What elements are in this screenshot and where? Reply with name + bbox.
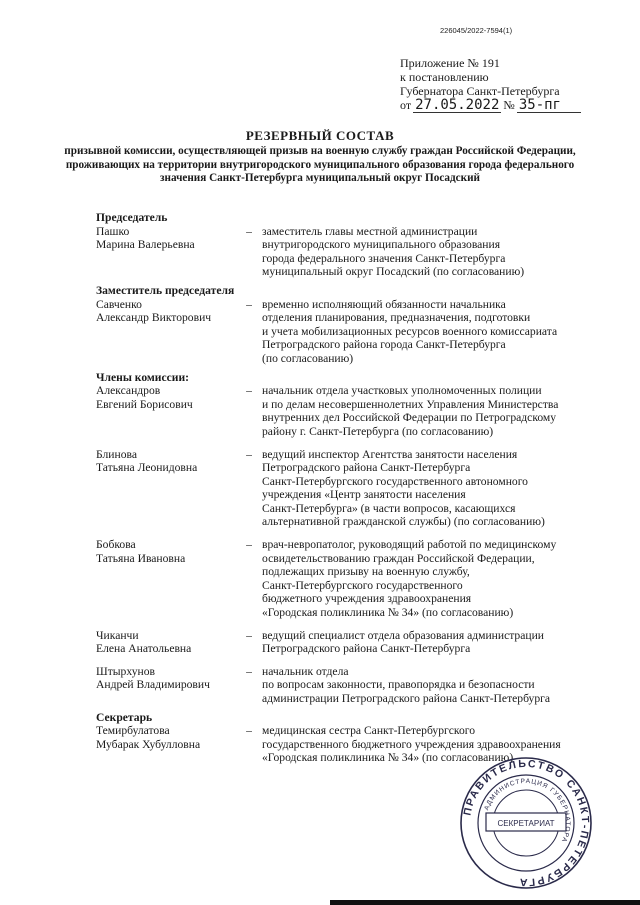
member-name-line: Александр Викторович — [96, 311, 212, 325]
member-position-line: альтернативной гражданской службы) (по согласованию) — [262, 515, 545, 529]
member-position-line: временно исполняющий обязанности начальника — [262, 297, 506, 311]
member-name-line: Евгений Борисович — [96, 397, 193, 411]
member-entry — [96, 298, 616, 366]
member-position-line: начальник отдела — [262, 664, 349, 678]
member-name-line: Чиканчи — [96, 628, 139, 642]
member-position-line: Санкт-Петербургского государственного — [262, 578, 463, 592]
member-position — [262, 298, 616, 366]
annex-block — [400, 56, 581, 113]
member-entry — [96, 384, 616, 438]
section-heading: Заместитель председателя — [96, 283, 235, 297]
member-position-line: города федерального значения Санкт-Петербурга — [262, 251, 506, 265]
dash-separator: – — [246, 724, 252, 738]
stamp-inner-text: АДМИНИСТРАЦИЯ ГУБЕРНАТОРА — [483, 777, 572, 844]
member-position-line: учреждения «Центр занятости населения — [262, 488, 466, 502]
member-name — [96, 384, 236, 438]
member-entry — [96, 538, 616, 620]
document-title: РЕЗЕРВНЫЙ СОСТАВ — [245, 128, 395, 143]
dash-separator: – — [246, 297, 252, 311]
dash-separator: – — [246, 447, 252, 461]
member-position — [262, 665, 616, 706]
member-position-line: подлежащих призыву на военную службу, — [262, 565, 470, 579]
member-position — [262, 448, 616, 530]
member-position — [262, 225, 616, 279]
member-position-line: и учета мобилизационных ресурсов военного комиссариата — [262, 324, 558, 338]
dash-separator: – — [246, 384, 252, 398]
annex-from: от — [400, 98, 412, 112]
member-name-line: Блинова — [96, 447, 137, 461]
member-position-line: району г. Санкт-Петербурга (по согласованию) — [262, 424, 494, 438]
dash-separator: – — [246, 628, 252, 642]
member-name — [96, 448, 236, 530]
member-position-line: по вопросам законности, правопорядка и безопасности — [262, 678, 535, 692]
member-name — [96, 225, 236, 279]
member-name — [96, 298, 236, 366]
member-name-line: Андрей Владимирович — [96, 678, 210, 692]
section-heading: Члены комиссии: — [96, 370, 189, 384]
member-position-line: (по согласованию) — [262, 351, 354, 365]
member-position — [262, 384, 616, 438]
member-name — [96, 629, 236, 656]
member-position-line: Петроградского района города Санкт-Петербурга — [262, 338, 506, 352]
member-position-line: ведущий инспектор Агентства занятости населения — [262, 447, 518, 461]
section-heading: Секретарь — [96, 710, 153, 724]
annex-num-label: № — [503, 98, 515, 112]
member-position-line: Петроградского района Санкт-Петербурга — [262, 461, 471, 475]
member-name-line: Мубарак Хубулловна — [96, 737, 201, 751]
dash-separator: – — [246, 664, 252, 678]
dash-separator: – — [246, 538, 252, 552]
member-name-line: Татьяна Леонидовна — [96, 461, 198, 475]
member-position — [262, 629, 616, 656]
member-position-line: Санкт-Петербурга» (в части вопросов, касающихся — [262, 501, 516, 515]
dash-separator: – — [246, 224, 252, 238]
member-position-line: внутренних дел Российской Федерации по Петроградскому — [262, 411, 557, 425]
member-name-line: Савченко — [96, 297, 142, 311]
member-entry — [96, 448, 616, 530]
document-number: 226045/2022-7594(1) — [440, 26, 513, 35]
member-position-line: отделения планирования, предназначения, подготовки — [262, 311, 531, 325]
member-entry — [96, 225, 616, 279]
member-position-line: «Городская поликлиника № 34» (по согласованию) — [262, 606, 514, 620]
annex-line-3: Губернатора Санкт-Петербурга — [400, 84, 560, 98]
section-heading: Председатель — [96, 211, 168, 224]
member-position-line: администрации Петроградского района Санкт-Петербурга — [262, 692, 551, 705]
member-position-line: бюджетного учреждения здравоохранения — [262, 592, 472, 606]
annex-date: 27.05.2022 — [415, 97, 500, 113]
member-position-line: Петроградского района Санкт-Петербурга — [262, 642, 471, 656]
commission-sections — [96, 211, 616, 774]
member-name-line: Марина Валерьевна — [96, 238, 195, 252]
member-position-line: начальник отдела участковых уполномоченных полиции — [262, 384, 542, 398]
annex-line-2: к постановлению — [400, 70, 489, 84]
member-position-line: государственного бюджетного учреждения здравоохранения — [262, 737, 561, 751]
member-entry — [96, 629, 616, 656]
stamp-center-text: СЕКРЕТАРИАТ — [497, 819, 555, 828]
member-position-line: медицинская сестра Санкт-Петербургского — [262, 724, 476, 738]
annex-line-1: Приложение № 191 — [400, 56, 500, 70]
member-position-line: «Городская поликлиника № 34» (по согласованию) — [262, 751, 514, 765]
member-position-line: ведущий специалист отдела образования администрации — [262, 628, 544, 642]
member-position-line: Санкт-Петербургского государственного автономного — [262, 474, 528, 488]
member-entry — [96, 665, 616, 706]
member-name-line: Александров — [96, 384, 161, 398]
seal-stamp — [458, 755, 594, 891]
member-position-line: и по делам несовершеннолетних Управления Министерства — [262, 397, 559, 411]
annex-date-line — [400, 98, 581, 113]
stamp-outer-text: ПРАВИТЕЛЬСТВО САНКТ-ПЕТЕРБУРГА — [461, 757, 592, 889]
member-position-line: освидетельствованию граждан Российской Федерации, — [262, 551, 535, 565]
member-name-line: Штырхунов — [96, 664, 155, 678]
member-position — [262, 538, 616, 620]
member-name — [96, 665, 236, 706]
member-position-line: внутригородского муниципального образования — [262, 238, 501, 252]
member-name-line: Темирбулатова — [96, 724, 170, 738]
member-name — [96, 724, 236, 765]
member-position-line: муниципальный округ Посадский (по согласованию) — [262, 265, 525, 279]
member-name — [96, 538, 236, 620]
bottom-rule — [330, 900, 640, 905]
member-name-line: Бобкова — [96, 538, 136, 552]
member-name-line: Татьяна Ивановна — [96, 551, 186, 565]
member-position-line: врач-невропатолог, руководящий работой по медицинскому — [262, 538, 557, 552]
document-subtitle: призывной комиссии, осуществляющей призыв на военную службу граждан Российской Федерации, проживающих на территории внутригородского муниципального образования города федерального значения Санкт-Петербурга муниципальный округ Посадский — [64, 145, 576, 184]
annex-number: 35-пг — [517, 98, 581, 113]
member-name-line: Елена Анатольевна — [96, 642, 192, 656]
member-position-line: заместитель главы местной администрации — [262, 224, 478, 238]
member-name-line: Пашко — [96, 224, 130, 238]
